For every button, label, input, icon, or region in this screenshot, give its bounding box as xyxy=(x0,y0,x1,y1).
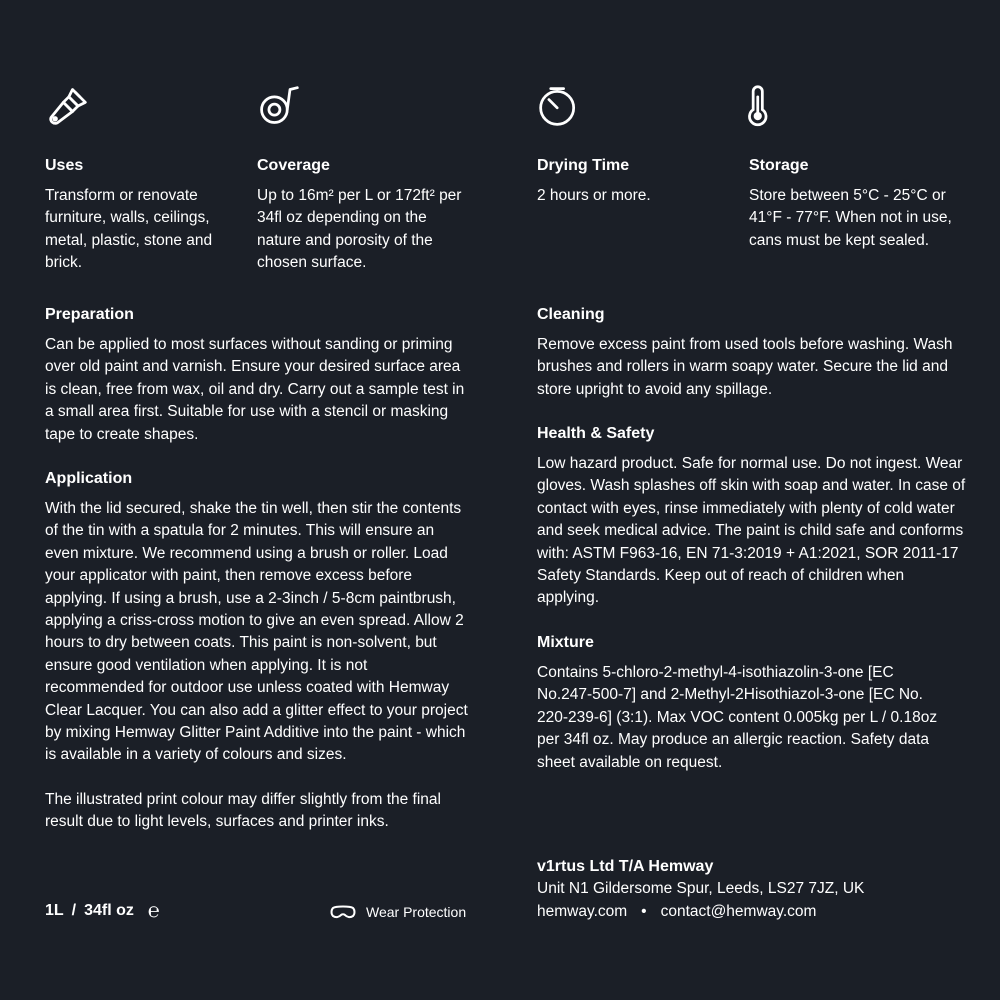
website-link[interactable]: hemway.com xyxy=(537,902,628,920)
application-text: With the lid secured, shake the tin well, then stir the contents of the tin with a spatula for 2 minutes. This will ensure an even mixture. We recommend using a brush or roller. Load your applicator with paint, then remove excess before applying. If using a brush, use a 2-3inch / 5-8cm paintbrush, applying a criss-cross motion to give an even spread. Allow 2 hours to dry between coats. This paint is non-solvent, but ensure good ventilation when applying. It is not recommended for outdoor use unless coated with Hemway Clear Lacquer. You can also add a glitter effect to your project by mixing Hemway Glitter Paint Additive into the paint - which is available in a variety of colours and sizes. xyxy=(45,500,468,764)
print-colour-note: The illustrated print colour may differ slightly from the final result due to light levels, surfaces and printer inks. xyxy=(45,790,441,831)
uses-title: Uses xyxy=(45,157,84,174)
coverage-title: Coverage xyxy=(257,157,330,174)
preparation-title: Preparation xyxy=(45,306,134,323)
volume-metric: 1L xyxy=(45,902,64,919)
email-link[interactable]: contact@hemway.com xyxy=(660,902,817,920)
storage-title: Storage xyxy=(749,157,809,174)
cleaning-title: Cleaning xyxy=(537,306,605,323)
cleaning-text: Remove excess paint from used tools before washing. Wash brushes and rollers in warm soapy water. Secure the lid and store upright to avoid any spillage. xyxy=(537,336,953,398)
goggles-icon xyxy=(330,904,356,920)
volume-separator: / xyxy=(71,902,77,919)
uses-text: Transform or renovate furniture, walls, ceilings, metal, plastic, stone and brick. xyxy=(45,187,213,272)
contact-separator: • xyxy=(641,902,647,920)
thermometer-icon xyxy=(744,82,788,130)
storage-text: Store between 5°C - 25°C or 41°F - 77°F. When not in use, cans must be kept sealed. xyxy=(749,187,952,249)
drying-text: 2 hours or more. xyxy=(537,187,651,204)
coverage-section xyxy=(257,155,462,275)
estimated-mark-icon: ℮ xyxy=(147,900,160,922)
cleaning-section xyxy=(537,304,962,401)
company-contact xyxy=(537,901,864,923)
timer-icon xyxy=(537,82,581,130)
coverage-text: Up to 16m² per L or 172ft² per 34fl oz depending on the nature and porosity of the chosen surface. xyxy=(257,187,462,272)
application-title: Application xyxy=(45,470,133,487)
volume-imperial: 34fl oz xyxy=(84,902,134,919)
wear-protection-label: Wear Protection xyxy=(366,904,467,920)
mixture-text: Contains 5-chloro-2-methyl-4-isothiazolin-3-one [EC No.247-500-7] and 2-Methyl-2Hisothiazol-3-one [EC No. 220-239-6] (3:1). Max VOC content 0.005kg per L / 0.18oz per 34fl oz. May produce an allergic reaction. Safety data sheet available on request. xyxy=(537,664,938,771)
company-info xyxy=(537,856,864,923)
company-address: Unit N1 Gildersome Spur, Leeds, LS27 7JZ, UK xyxy=(537,880,865,898)
preparation-text: Can be applied to most surfaces without sanding or priming over old paint and varnish. Ensure your desired surface area is clean, free from wax, oil and dry. Carry out a sample test in a small area first. Suitable for use with a stencil or masking tape to create shapes. xyxy=(45,336,465,443)
preparation-section xyxy=(45,304,470,446)
health-safety-text: Low hazard product. Safe for normal use. Do not ingest. Wear gloves. Wash splashes off skin with soap and water. In case of contact with eyes, rinse immediately with plenty of cold water and seek medical advice. The paint is child safe and conforms with: ASTM F963-16, EN 71-3:2019 + A1:2021, SOR 2011-17 Safety Standards. Keep out of reach of children when applying. xyxy=(537,455,966,607)
health-safety-section xyxy=(537,423,967,610)
health-safety-title: Health & Safety xyxy=(537,425,655,442)
storage-section xyxy=(749,155,954,252)
paintbrush-icon xyxy=(45,82,89,130)
drying-title: Drying Time xyxy=(537,157,630,174)
mixture-title: Mixture xyxy=(537,634,594,651)
drying-section xyxy=(537,155,732,207)
wear-protection xyxy=(330,902,466,922)
mixture-section xyxy=(537,632,947,774)
company-name: v1rtus Ltd T/A Hemway xyxy=(537,858,714,875)
uses-section xyxy=(45,155,240,275)
volume-label xyxy=(45,900,160,922)
tape-coverage-icon xyxy=(257,82,301,130)
application-section xyxy=(45,468,470,834)
